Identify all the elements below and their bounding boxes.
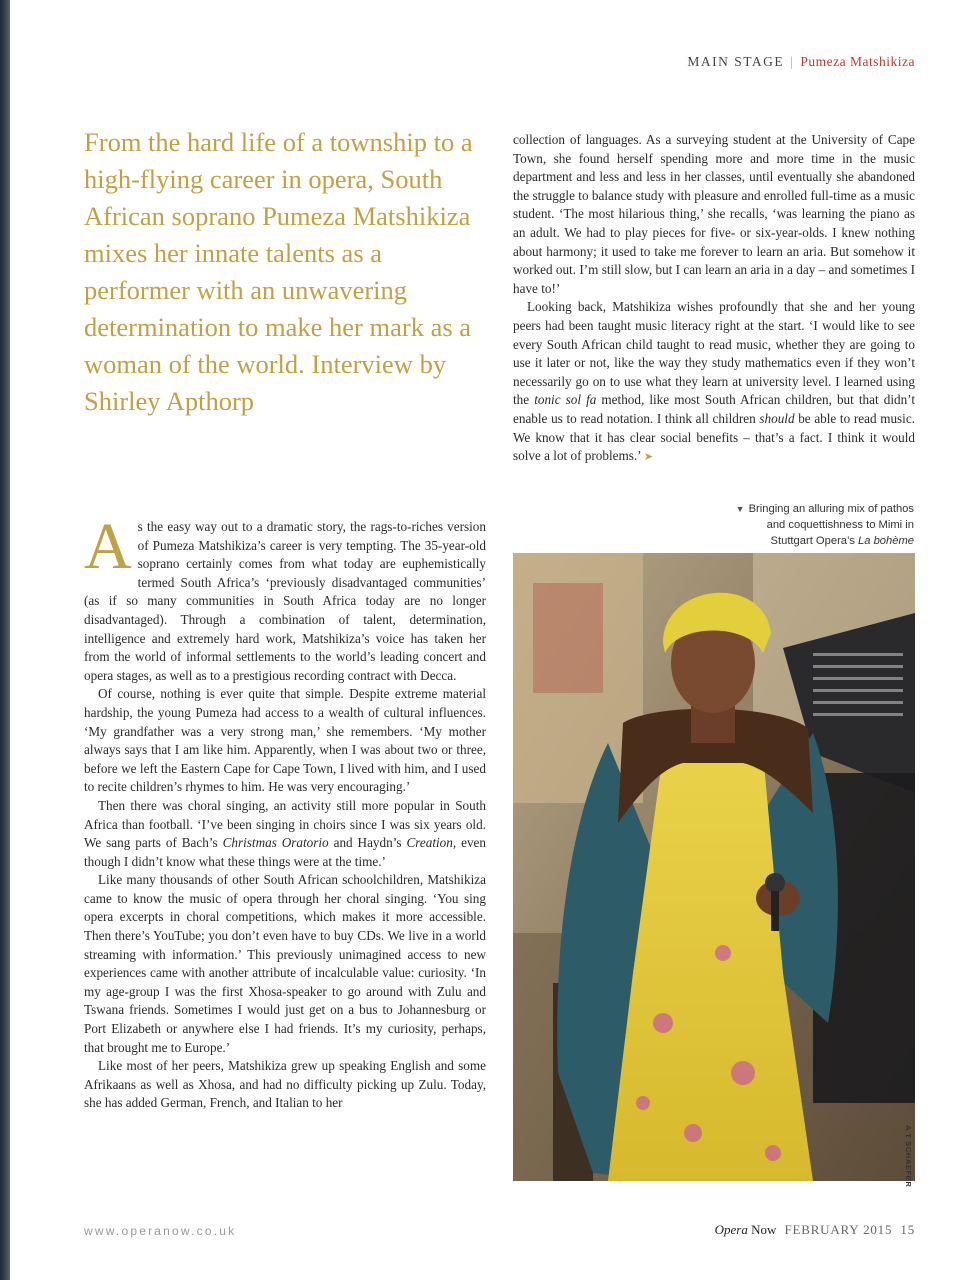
subject-name: Pumeza Matshikiza bbox=[800, 54, 915, 69]
caption-pointer-icon: ▼ bbox=[735, 504, 745, 514]
paragraph: Looking back, Matshikiza wishes profoundly that she and her young peers had been taught music literacy right at the start. ‘I would like to see every South African child taught to read music, whether they are going to use it later or not, like the way they study mathematics even if they won’t necessarily go on to use what they learn at university level. I learned using the tonic sol fa method, like most South African children, but that didn’t enable us to read notation. I think all children should be able to read music. We know that it has clear social benefits – that’s a fact. I think it would solve a lot of problems.’ ➤ bbox=[513, 299, 915, 464]
photo-credit: A T SCHAEFER bbox=[904, 1125, 913, 1188]
performer-photo bbox=[513, 553, 915, 1181]
photo-caption: ▼ Bringing an alluring mix of pathos and coquettishness to Mimi in Stuttgart Opera’s La bohème bbox=[735, 503, 914, 547]
standfirst: From the hard life of a township to a high-flying career in opera, South African soprano Pumeza Matshikiza mixes her innate talents as a performer with an unwavering determination to make her mark as a woman of the world. Interview by Shirley Apthorp bbox=[84, 127, 473, 416]
footer-website: www.operanow.co.uk bbox=[84, 1224, 237, 1238]
paragraph: collection of languages. As a surveying student at the University of Cape Town, she found herself spending more and more time in the music department and less and less in her classes, until eventually she abandoned the struggle to balance study with pleasure and enrolled full-time as a music student. ‘The most hilarious thing,’ she recalls, ‘was learning the piano as an adult. We had to play pieces for five- or six-year-olds. I knew nothing about harmony; it used to take me forever to learn an aria. But somehow it worked out. I’m still slow, but I can learn an aria in a day – and sometimes I have to!’ bbox=[513, 132, 915, 296]
page-number: 15 bbox=[900, 1222, 915, 1237]
paragraph: Then there was choral singing, an activity still more popular in South Africa than football. ‘I’ve been singing in choirs since I was six years old. We sang parts of Bach’s Christmas Oratorio and Haydn’s Creation, even though I didn’t know what these things were at the time.’ bbox=[84, 797, 486, 869]
photo-illustration bbox=[513, 553, 915, 1181]
left-column-text bbox=[84, 510, 486, 1113]
drop-cap: A bbox=[84, 510, 132, 583]
end-of-article-icon: ➤ bbox=[643, 451, 654, 464]
section-label: MAIN STAGE bbox=[687, 54, 785, 69]
header-separator: | bbox=[790, 54, 795, 69]
paragraph: Like most of her peers, Matshikiza grew up speaking English and some Afrikaans as well as Xhosa, and had no difficulty picking up Zulu. Today, she has added German, French, and Italian to her bbox=[84, 1058, 486, 1111]
paragraph: Like many thousands of other South African schoolchildren, Matshikiza came to know the music of opera through her choral singing. ‘You sing opera excerpts in choral competitions, which makes it more accessible. Then there’s YouTube; you don’t even have to buy CDs. We live in a world streaming with information.’ This previously unimagined access to new experiences came with another attribute of incalculable value: curiosity. ‘In my age-group I was the first Xhosa-speaker to go around with Zulu and Tswana friends. Sometimes I would just get on a bus to Johannesburg or Port Elizabeth or anywhere else I had friends. It’s my curiosity, perhaps, that brought me to Europe.’ bbox=[84, 872, 486, 1055]
footer-folio bbox=[715, 1222, 915, 1238]
binding-edge bbox=[0, 0, 10, 1280]
right-column-text bbox=[513, 131, 915, 467]
paragraph: Of course, nothing is ever quite that simple. Despite extreme material hardship, the young Pumeza had access to a wealth of cultural influences. ‘My grandfather was a very strong man,’ she remembers. ‘My mother always says that I am like him. Apparently, when I was about two or three, before we left the Eastern Cape for Cape Town, I lived with him, and I used to recite children’s rhymes to him. He was very encouraging.’ bbox=[84, 686, 486, 795]
paragraph: As the easy way out to a dramatic story, the rags-to-riches version of Pumeza Matshikiza’s career is very tempting. The 35-year-old soprano certainly comes from what today are euphemistically termed South Africa’s ‘previously disadvantaged communities’ (as if so many communities in South Africa today are no longer disadvantaged). Through a combination of talent, determination, intelligence and extremely hard work, Matshikiza’s voice has taken her from the world of informal settlements to the world’s leading concert and opera stages, as well as to a prestigious recording contract with Decca. bbox=[84, 510, 486, 683]
running-head bbox=[687, 54, 915, 70]
issue-date: FEBRUARY 2015 bbox=[784, 1222, 893, 1237]
magazine-name: Opera Now bbox=[714, 1222, 777, 1237]
